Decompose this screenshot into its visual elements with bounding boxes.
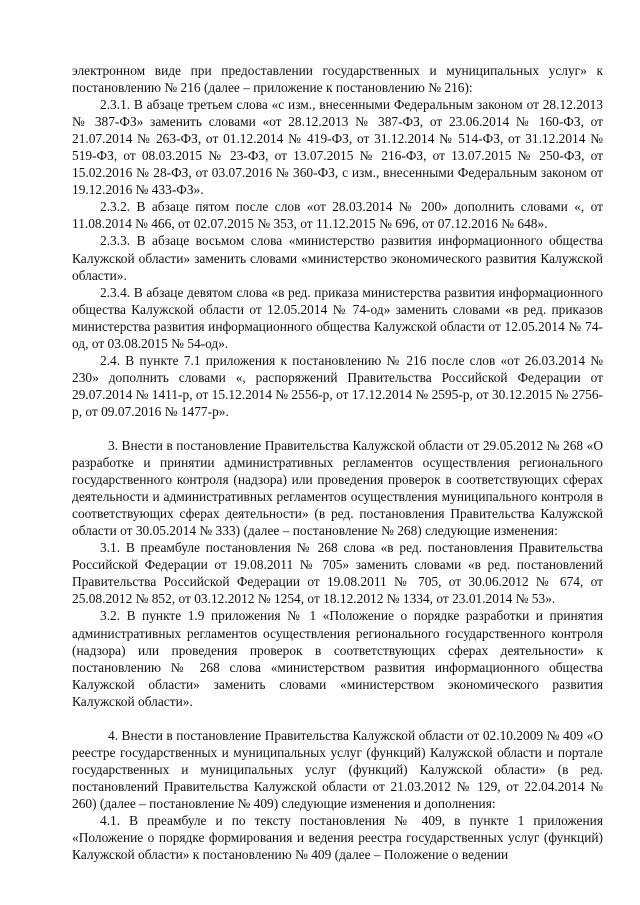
- paragraph-2-3-3: 2.3.3. В абзаце восьмом слова «министерство развития информационного общества Калужской области» заменить словами «министерство экономического развития Калужской области».: [72, 233, 603, 283]
- document-page: [72, 62, 603, 863]
- paragraph-3: 3. Внести в постановление Правительства Калужской области от 29.05.2012 № 268 «О разработке и принятии административных регламентов осуществления регионального государственного контроля (надзора) или проведения проверок в соответствующих сферах деятельности и административных регламентов осуществления муниципального контроля в соответствующих сферах деятельности» (в ред. постановления Правительства Калужской области от 30.05.2014 № 333) (далее – постановление № 268) следующие изменения:: [72, 437, 603, 539]
- paragraph-4-1: 4.1. В преамбуле и по тексту постановления № 409, в пункте 1 приложения «Положение о порядке формирования и ведения реестра государственных услуг (функций) Калужской области» к постановлению № 409 (далее – Положение о ведении: [72, 812, 603, 863]
- paragraph-3-2: 3.2. В пункте 1.9 приложения № 1 «Положение о порядке разработки и принятия административных регламентов осуществления регионального государственного контроля (надзора) или проведения проверок в соответствующих сферах деятельности» к постановлению № 268 слова «министерством развития информационного общества Калужской области» заменить словами «министерством экономического развития Калужской области».: [72, 608, 603, 709]
- paragraph-2-3-1: 2.3.1. В абзаце третьем слова «с изм., внесенными Федеральным законом от 28.12.2013 № 387-ФЗ» заменить словами «от 28.12.2013 № 387-ФЗ, от 23.06.2014 № 160-ФЗ, от 21.07.2014 № 263-ФЗ, от 01.12.2014 № 419-ФЗ, от 31.12.2014 № 514-ФЗ, от 31.12.2014 № 519-ФЗ, от 08.03.2015 № 23-ФЗ, от 13.07.2015 № 216-ФЗ, от 13.07.2015 № 250-ФЗ, от 15.02.2016 № 28-ФЗ, от 03.07.2016 № 360-ФЗ, с изм., внесенными Федеральным законом от 19.12.2016 № 433-ФЗ».: [72, 97, 603, 198]
- paragraph-2-3-4: 2.3.4. В абзаце девятом слова «в ред. приказа министерства развития информационного общества Калужской области от 12.05.2014 № 74-од» заменить словами «в ред. приказов министерства развития информационного общества Калужской области от 12.05.2014 № 74-од, от 03.08.2015 № 54-од».: [72, 284, 603, 351]
- paragraph-4: 4. Внести в постановление Правительства Калужской области от 02.10.2009 № 409 «О реестре государственных и муниципальных услуг (функций) Калужской области и портале государственных и муниципальных услуг (функций) Калужской области» (в ред. постановлений Правительства Калужской области от 21.03.2012 № 129, от 22.04.2014 № 260) (далее – постановление № 409) следующие изменения и дополнения:: [72, 727, 603, 811]
- paragraph-2-3-2: 2.3.2. В абзаце пятом после слов «от 28.03.2014 № 200» дополнить словами «, от 11.08.2014 № 466, от 02.07.2015 № 353, от 11.12.2015 № 696, от 07.12.2016 № 648».: [72, 199, 603, 232]
- paragraph-3-1: 3.1. В преамбуле постановления № 268 слова «в ред. постановления Правительства Российской Федерации от 19.08.2011 № 705» заменить словами «в ред. постановлений Правительства Российской Федерации от 19.08.2011 № 705, от 30.06.2012 № 674, от 25.08.2012 № 852, от 03.12.2012 № 1254, от 18.12.2012 № 1334, от 23.01.2014 № 53».: [72, 540, 603, 607]
- paragraph-intro: электронном виде при предоставлении государственных и муниципальных услуг» к постановлению № 216 (далее – приложение к постановлению № 216):: [72, 63, 603, 96]
- paragraph-2-4: 2.4. В пункте 7.1 приложения к постановлению № 216 после слов «от 26.03.2014 № 230» дополнить словами «, распоряжений Правительства Российской Федерации от 29.07.2014 № 1411-р, от 15.12.2014 № 2556-р, от 17.12.2014 № 2595-р, от 30.12.2015 № 2756-р, от 09.07.2016 № 1477-р».: [72, 352, 603, 419]
